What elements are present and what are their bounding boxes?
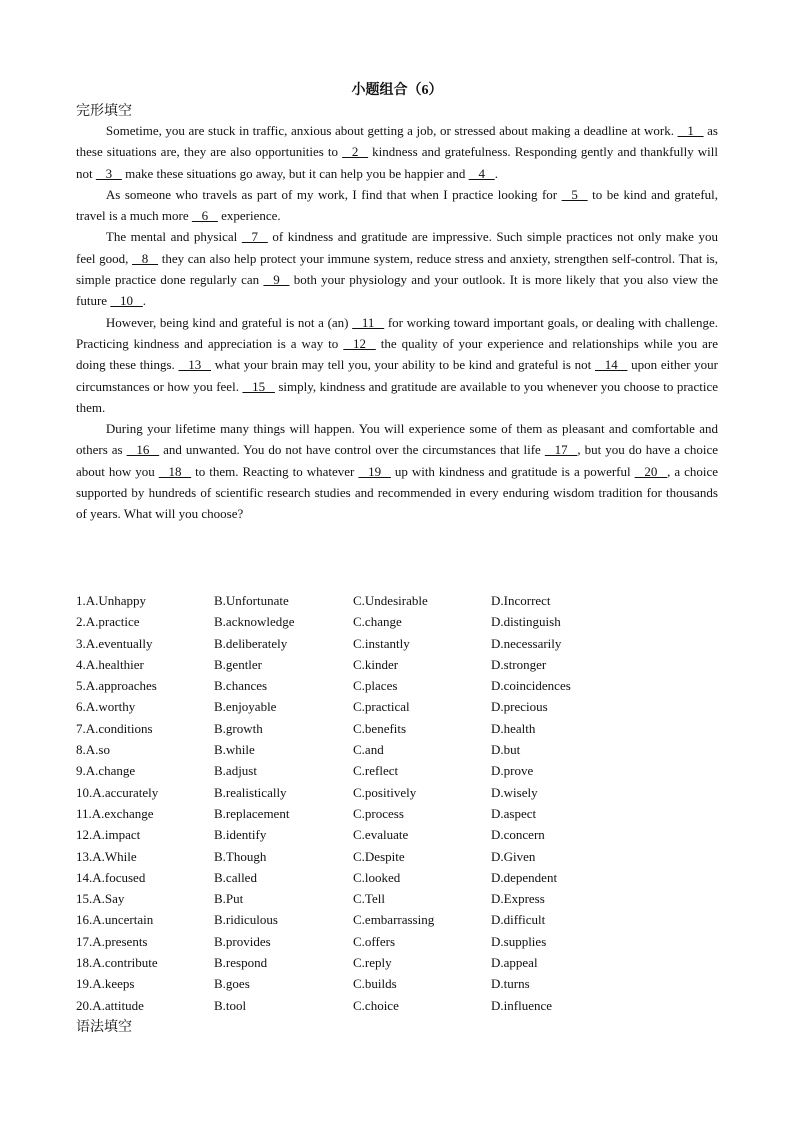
- question-10-options: [76, 782, 636, 803]
- option-7-A[interactable]: 7.A.conditions: [76, 720, 153, 736]
- passage-paragraph: [76, 184, 718, 227]
- blank-9[interactable]: 9: [263, 272, 290, 288]
- blank-14[interactable]: 14: [594, 357, 628, 373]
- option-4-A[interactable]: 4.A.healthier: [76, 656, 144, 672]
- option-9-B[interactable]: B.adjust: [214, 763, 257, 779]
- option-16-D[interactable]: D.difficult: [491, 912, 546, 928]
- passage-text: for working toward important goals, or dealing with challenge. Practicing kindness and appreciation is a way to: [76, 314, 718, 351]
- passage-text: The mental and physical: [105, 229, 242, 245]
- option-5-A[interactable]: 5.A.approaches: [76, 678, 157, 694]
- question-5-options: [76, 675, 636, 696]
- option-2-D[interactable]: D.distinguish: [491, 614, 561, 630]
- option-8-B[interactable]: B.while: [214, 742, 255, 758]
- option-11-C[interactable]: C.process: [353, 805, 404, 821]
- option-18-B[interactable]: B.respond: [214, 955, 268, 971]
- option-11-D[interactable]: D.aspect: [491, 805, 537, 821]
- option-13-D[interactable]: D.Given: [491, 848, 536, 864]
- option-15-B[interactable]: B.Put: [214, 891, 244, 907]
- option-16-C[interactable]: C.embarrassing: [353, 912, 435, 928]
- passage-text: and unwanted. You do not have control over the circumstances that life: [159, 442, 545, 458]
- option-2-B[interactable]: B.acknowledge: [214, 614, 295, 630]
- option-6-D[interactable]: D.precious: [491, 699, 548, 715]
- passage-text: to them. Reacting to whatever: [191, 463, 359, 479]
- option-8-A[interactable]: 8.A.so: [76, 742, 110, 758]
- blank-16[interactable]: 16: [126, 442, 160, 458]
- passage-text: As someone who travels as part of my work, I find that when I practice looking for: [105, 186, 562, 202]
- question-9-options: [76, 760, 636, 781]
- option-9-C[interactable]: C.reflect: [353, 763, 399, 779]
- passage-text: as these situations are, they are also opportunities to: [76, 123, 718, 160]
- passage-text: .: [494, 165, 498, 181]
- blank-7[interactable]: 7: [241, 229, 268, 245]
- passage-text: make these situations go away, but it can help you be happier and: [121, 165, 469, 181]
- passage-text: experience.: [217, 208, 281, 224]
- option-4-D[interactable]: D.stronger: [491, 656, 547, 672]
- blank-17[interactable]: 17: [544, 442, 578, 458]
- option-19-B[interactable]: B.goes: [214, 976, 250, 992]
- passage-text: upon either your circumstances or how you feel.: [76, 357, 719, 394]
- option-3-C[interactable]: C.instantly: [353, 635, 410, 651]
- passage-text: , a choice supported by hundreds of scientific research studies and recommended in every enduring wisdom tradition for thousands of years. What will you choose?: [76, 463, 718, 522]
- option-1-D[interactable]: D.Incorrect: [491, 593, 551, 608]
- blank-2[interactable]: 2: [342, 144, 369, 160]
- passage-text: , but you do have a choice about how you: [76, 442, 719, 479]
- option-18-A[interactable]: 18.A.contribute: [76, 955, 158, 971]
- passage-text: to be kind and grateful, travel is a much more: [76, 186, 719, 224]
- question-19-options: [76, 973, 636, 994]
- option-1-B[interactable]: B.Unfortunate: [214, 593, 289, 608]
- option-8-D[interactable]: D.but: [491, 742, 521, 758]
- option-8-C[interactable]: C.and: [353, 742, 384, 758]
- passage-text: of kindness and gratitude are impressive. Such simple practices not only make you feel good,: [76, 229, 718, 266]
- option-7-B[interactable]: B.growth: [214, 720, 263, 736]
- cloze-passage: [76, 120, 718, 525]
- question-3-options: [76, 633, 636, 654]
- question-7-options: [76, 718, 636, 739]
- passage-text: Sometime, you are stuck in traffic, anxious about getting a job, or stressed about making a deadline at work.: [105, 123, 678, 138]
- option-10-A[interactable]: 10.A.accurately: [76, 784, 159, 800]
- option-18-D[interactable]: D.appeal: [491, 955, 538, 971]
- option-12-A[interactable]: 12.A.impact: [76, 827, 141, 843]
- option-6-A[interactable]: 6.A.worthy: [76, 699, 136, 715]
- question-12-options: [76, 824, 636, 845]
- passage-text: kindness and gratefulness. Responding gently and thankfully will not: [76, 144, 718, 181]
- blank-11[interactable]: 11: [352, 314, 385, 330]
- option-13-A[interactable]: 13.A.While: [76, 848, 137, 864]
- option-2-C[interactable]: C.change: [353, 614, 402, 630]
- option-3-A[interactable]: 3.A.eventually: [76, 635, 153, 651]
- question-6-options: [76, 696, 636, 717]
- option-10-C[interactable]: C.positively: [353, 784, 417, 800]
- option-7-D[interactable]: D.health: [491, 720, 536, 736]
- option-10-D[interactable]: D.wisely: [491, 784, 538, 800]
- option-12-C[interactable]: C.evaluate: [353, 827, 409, 843]
- question-2-options: [76, 611, 636, 632]
- option-5-C[interactable]: C.places: [353, 678, 398, 694]
- option-6-C[interactable]: C.practical: [353, 699, 410, 715]
- option-1-A[interactable]: 1.A.Unhappy: [76, 593, 147, 608]
- option-3-B[interactable]: B.deliberately: [214, 635, 288, 651]
- question-17-options: [76, 931, 636, 952]
- passage-text: up with kindness and gratitude is a powerful: [390, 463, 635, 479]
- option-13-B[interactable]: B.Though: [214, 848, 267, 864]
- blank-4[interactable]: 4: [468, 165, 495, 181]
- blank-13[interactable]: 13: [178, 357, 211, 373]
- option-20-D[interactable]: D.influence: [491, 997, 553, 1013]
- blank-1[interactable]: 1: [677, 123, 704, 138]
- passage-text: what your brain may tell you, your ability to be kind and grateful is not: [211, 357, 595, 373]
- question-16-options: [76, 909, 636, 930]
- passage-text: However, being kind and grateful is not a (an): [105, 314, 353, 330]
- blank-10[interactable]: 10: [110, 293, 143, 309]
- option-12-B[interactable]: B.identify: [214, 827, 267, 843]
- option-1-C[interactable]: C.Undesirable: [353, 593, 428, 608]
- question-8-options: [76, 739, 636, 760]
- option-14-C[interactable]: C.looked: [353, 869, 401, 885]
- blank-19[interactable]: 19: [358, 463, 391, 479]
- option-5-B[interactable]: B.chances: [214, 678, 268, 694]
- blank-20[interactable]: 20: [634, 463, 668, 479]
- passage-text: they can also help protect your immune system, reduce stress and anxiety, strengthen self-control. That is, simple practice done regularly can: [76, 250, 718, 288]
- option-11-A[interactable]: 11.A.exchange: [76, 805, 154, 821]
- passage-paragraph: [76, 418, 718, 524]
- option-2-A[interactable]: 2.A.practice: [76, 614, 140, 630]
- option-20-B[interactable]: B.tool: [214, 997, 247, 1013]
- passage-text: During your lifetime many things will happen. You will experience some of them as pleasant and comfortable and others as: [76, 421, 718, 458]
- blank-8[interactable]: 8: [132, 250, 159, 266]
- options-list: [76, 590, 636, 1016]
- option-3-D[interactable]: D.necessarily: [491, 635, 562, 651]
- blank-15[interactable]: 15: [242, 378, 275, 394]
- blank-18[interactable]: 18: [158, 463, 192, 479]
- passage-text: both your physiology and your outlook. It is more likely that you also view the future: [76, 272, 719, 309]
- option-4-B[interactable]: B.gentler: [214, 656, 263, 672]
- question-4-options: [76, 654, 636, 675]
- passage-text: .: [142, 293, 147, 309]
- question-15-options: [76, 888, 636, 909]
- question-20-options: [76, 995, 636, 1016]
- option-9-A[interactable]: 9.A.change: [76, 763, 136, 779]
- option-15-A[interactable]: 15.A.Say: [76, 891, 125, 907]
- option-16-A[interactable]: 16.A.uncertain: [76, 912, 154, 928]
- question-14-options: [76, 867, 636, 888]
- question-1-options: [76, 590, 636, 611]
- blank-6[interactable]: 6: [191, 208, 218, 224]
- option-19-A[interactable]: 19.A.keeps: [76, 976, 135, 992]
- option-11-B[interactable]: B.replacement: [214, 805, 290, 821]
- option-19-D[interactable]: D.turns: [491, 976, 530, 992]
- option-17-C[interactable]: C.offers: [353, 933, 396, 949]
- passage-paragraph: [76, 312, 718, 418]
- blank-5[interactable]: 5: [561, 186, 588, 202]
- option-15-C[interactable]: C.Tell: [353, 891, 385, 907]
- option-19-C[interactable]: C.builds: [353, 976, 397, 992]
- option-4-C[interactable]: C.kinder: [353, 656, 399, 672]
- option-20-C[interactable]: C.choice: [353, 997, 399, 1013]
- option-12-D[interactable]: D.concern: [491, 827, 545, 843]
- option-17-B[interactable]: B.provides: [214, 933, 271, 949]
- passage-text: simply, kindness and gratitude are available to you whenever you choose to practice them.: [76, 378, 718, 415]
- option-16-B[interactable]: B.ridiculous: [214, 912, 278, 928]
- question-18-options: [76, 952, 636, 973]
- option-7-C[interactable]: C.benefits: [353, 720, 407, 736]
- passage-text: the quality of your experience and relationships while you are doing these things.: [76, 335, 718, 373]
- question-13-options: [76, 846, 636, 867]
- blank-12[interactable]: 12: [343, 335, 376, 351]
- option-14-A[interactable]: 14.A.focused: [76, 869, 146, 885]
- page-title: 小题组合（6）: [351, 83, 443, 98]
- blank-3[interactable]: 3: [95, 165, 122, 181]
- option-14-D[interactable]: D.dependent: [491, 869, 558, 885]
- option-5-D[interactable]: D.coincidences: [491, 678, 571, 694]
- passage-paragraph: [76, 120, 718, 184]
- option-9-D[interactable]: D.prove: [491, 763, 534, 779]
- option-13-C[interactable]: C.Despite: [353, 848, 405, 864]
- section-heading-grammar: 语法填空: [76, 1020, 132, 1035]
- option-10-B[interactable]: B.realistically: [214, 784, 287, 800]
- option-17-A[interactable]: 17.A.presents: [76, 933, 148, 949]
- question-11-options: [76, 803, 636, 824]
- section-heading-cloze: 完形填空: [76, 104, 132, 119]
- option-6-B[interactable]: B.enjoyable: [214, 699, 277, 715]
- option-17-D[interactable]: D.supplies: [491, 933, 547, 949]
- passage-paragraph: [76, 226, 718, 311]
- option-20-A[interactable]: 20.A.attitude: [76, 997, 144, 1013]
- option-15-D[interactable]: D.Express: [491, 891, 545, 907]
- option-14-B[interactable]: B.called: [214, 869, 257, 885]
- option-18-C[interactable]: C.reply: [353, 955, 392, 971]
